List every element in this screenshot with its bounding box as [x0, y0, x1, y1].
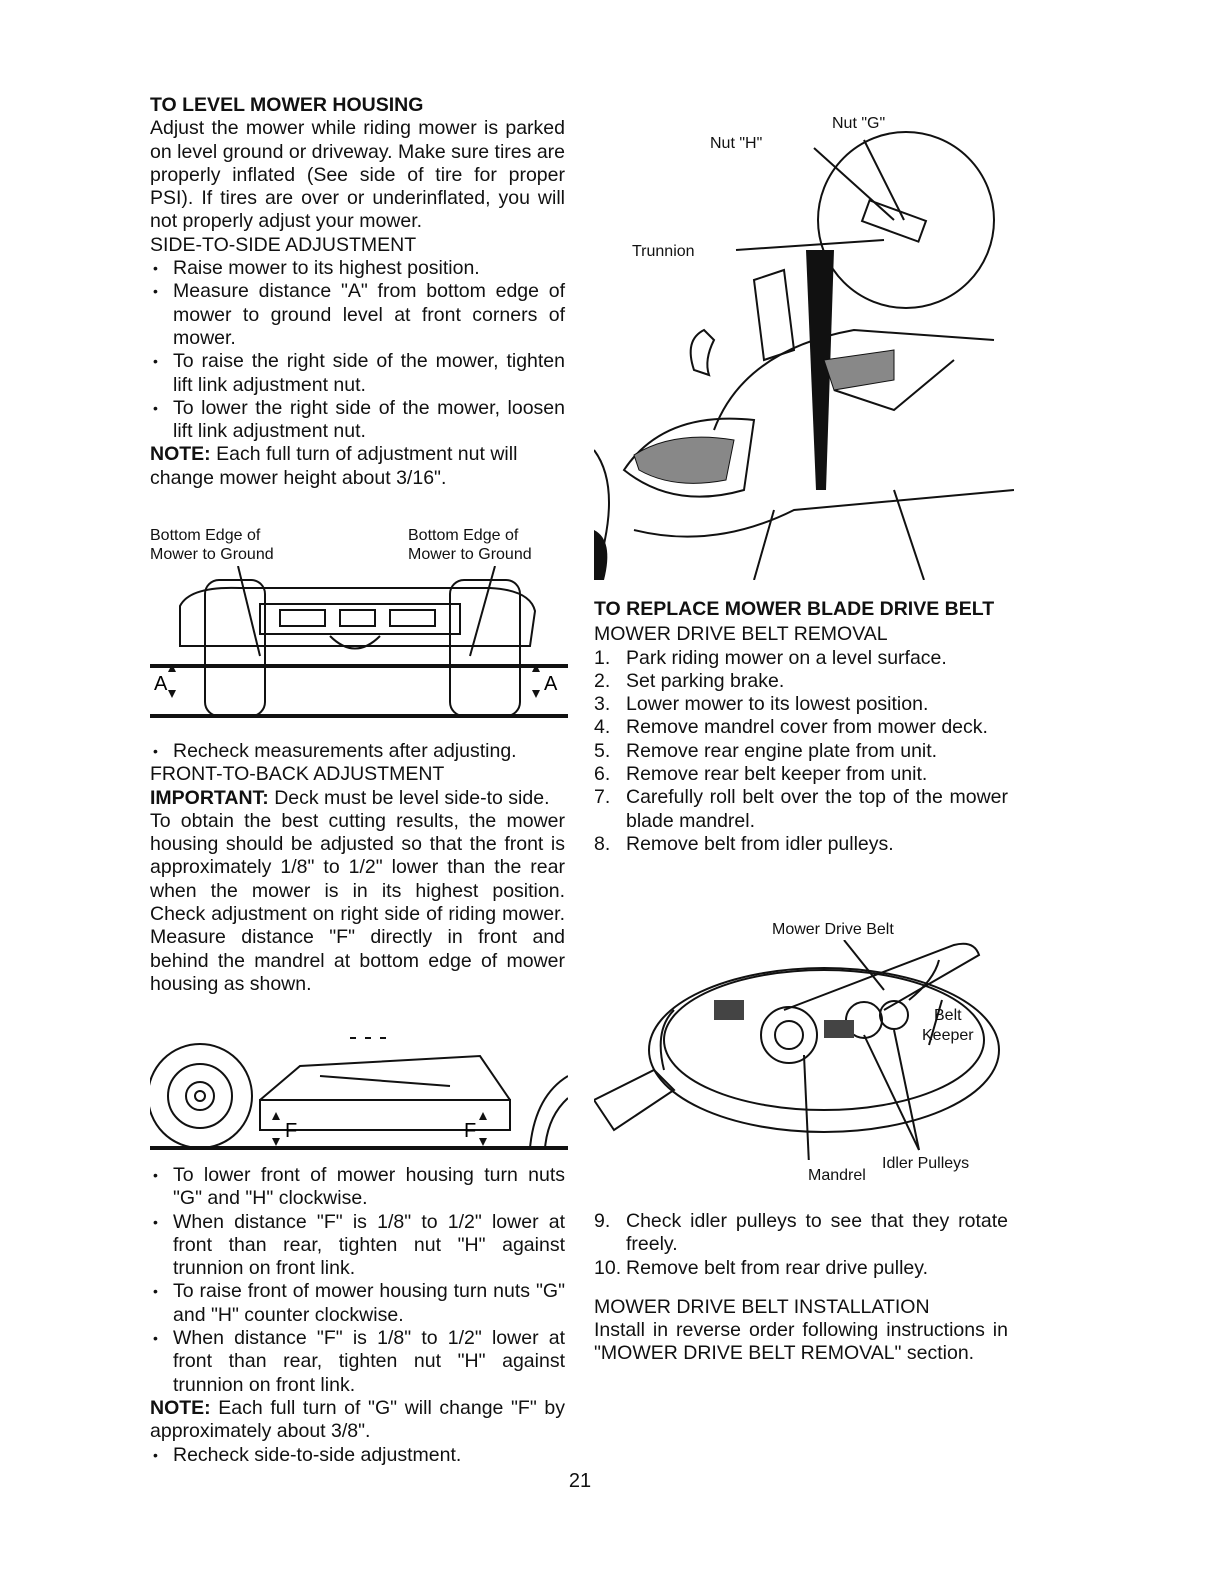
note-text: Each full turn of "G" will change "F" by approximately about 3/8". [150, 1396, 565, 1443]
list-item [594, 716, 1008, 739]
step-text: Set parking brake. [626, 669, 785, 692]
nut-h-label: Nut "H" [710, 135, 763, 152]
note-g-turn [150, 1397, 565, 1444]
front-adjust-list [150, 1164, 565, 1397]
side-to-side-diagram [150, 566, 568, 724]
level-intro: Adjust the mower while riding mower is parked on level ground or driveway. Make sure tires are properly inflated (See side of tire for proper PSI). If tires are over or underinflated, you will not properly adjust your mower. [150, 117, 565, 233]
list-item: • To lower front of mower housing turn nuts "G" and "H" clockwise. [150, 1164, 565, 1211]
keeper-label: Keeper [922, 1027, 974, 1044]
list-item: • To raise the right side of the mower, tighten lift link adjustment nut. [150, 350, 565, 397]
list-item [594, 670, 1008, 693]
drive-belt-label: Mower Drive Belt [772, 921, 894, 938]
mandrel-label: Mandrel [808, 1167, 866, 1184]
nut-g-label: Nut "G" [832, 115, 886, 132]
step-number: 4. [594, 716, 611, 739]
step-text: Remove rear engine plate from unit. [626, 739, 938, 762]
list-item [594, 740, 1008, 763]
list-item: • To raise front of mower housing turn nuts "G" and "H" counter clockwise. [150, 1280, 565, 1327]
level-housing-title: TO LEVEL MOWER HOUSING [150, 94, 424, 116]
page-number: 21 [568, 1470, 592, 1492]
left-column-middle [150, 740, 565, 996]
label-line: Bottom Edge of [150, 527, 261, 544]
step-number: 8. [594, 832, 611, 855]
list-item: • Recheck side-to-side adjustment. [150, 1444, 565, 1467]
belt-diagram [594, 940, 1014, 1160]
list-item: • Raise mower to its highest position. [150, 257, 565, 280]
list-item [594, 786, 1008, 833]
step-text: Remove mandrel cover from mower deck. [626, 716, 988, 739]
right-column-top [594, 598, 1008, 856]
step-number: 6. [594, 763, 611, 786]
trunnion-diagram [594, 110, 1014, 580]
marker-f-front: F [285, 1120, 298, 1142]
marker-a-left: A [154, 673, 168, 695]
step-text: Park riding mower on a level surface. [626, 646, 947, 669]
trunnion-label: Trunnion [632, 243, 695, 260]
step-number: 5. [594, 739, 611, 762]
right-column-bottom [594, 1210, 1008, 1366]
step-text: Remove belt from rear drive pulley. [626, 1256, 929, 1279]
step-number: 3. [594, 693, 611, 716]
front-to-back-diagram [150, 1036, 568, 1158]
front-to-back-paragraph: To obtain the best cutting results, the mower housing should be adjusted so that the front is approximately 1/8" to 1/2" lower than the rear when the mower is in its highest position. Check adjustment on right side of riding mower. Measure distance "F" directly in front and behind the mandrel at bottom edge of mower housing as shown. [150, 809, 565, 995]
label-line: Bottom Edge of [408, 527, 519, 544]
step-number: 10. [594, 1256, 622, 1279]
list-item: • Recheck measurements after adjusting. [150, 740, 565, 763]
step-text: Carefully roll belt over the top of the mower blade mandrel. [626, 786, 1008, 832]
step-text: Remove belt from idler pulleys. [626, 832, 894, 855]
belt-removal-heading: MOWER DRIVE BELT REMOVAL [594, 623, 888, 646]
list-item [594, 1210, 1008, 1257]
belt-label: Belt [934, 1007, 962, 1024]
list-item: • When distance "F" is 1/8" to 1/2" lower at front than rear, tighten nut "H" against trunnion on front link. [150, 1327, 565, 1397]
fig-a-label-left [150, 526, 274, 564]
important-note [150, 787, 565, 810]
recheck-list [150, 740, 565, 763]
side-to-side-list [150, 257, 565, 443]
list-item [594, 1257, 1008, 1280]
marker-a-right: A [544, 673, 558, 695]
more-steps [594, 1210, 1008, 1280]
replace-belt-title: TO REPLACE MOWER BLADE DRIVE BELT [594, 598, 995, 620]
belt-installation-text: Install in reverse order following instructions in "MOWER DRIVE BELT REMOVAL" section. [594, 1319, 1008, 1365]
left-column-bottom [150, 1164, 565, 1467]
fig-a-label-right [408, 526, 532, 564]
step-number: 1. [594, 646, 611, 669]
note-text: Each full turn of adjustment nut will change mower height about 3/16". [150, 443, 518, 489]
final-list [150, 1444, 565, 1467]
important-text: Deck must be level side-to side. [268, 786, 550, 809]
list-item [594, 763, 1008, 786]
removal-steps [594, 647, 1008, 857]
important-label: IMPORTANT: [150, 786, 269, 809]
list-item [594, 833, 1008, 856]
front-to-back-heading: FRONT-TO-BACK ADJUSTMENT [150, 763, 445, 786]
step-number: 2. [594, 669, 611, 692]
belt-installation-heading: MOWER DRIVE BELT INSTALLATION [594, 1295, 930, 1318]
idler-pulleys-label: Idler Pulleys [882, 1155, 970, 1172]
list-item [594, 693, 1008, 716]
list-item: • Measure distance "A" from bottom edge of mower to ground level at front corners of mower. [150, 280, 565, 350]
side-to-side-heading: SIDE-TO-SIDE ADJUSTMENT [150, 233, 417, 256]
note-label: NOTE: [150, 1396, 211, 1419]
marker-f-rear: F [464, 1120, 477, 1142]
step-text: Lower mower to its lowest position. [626, 693, 929, 716]
note-label: NOTE: [150, 443, 211, 466]
step-number: 9. [594, 1210, 611, 1232]
list-item: • When distance "F" is 1/8" to 1/2" lower at front than rear, tighten nut "H" against trunnion on front link. [150, 1211, 565, 1281]
step-text: Remove rear belt keeper from unit. [626, 763, 928, 786]
label-line: Mower to Ground [408, 546, 532, 563]
note-height [150, 443, 565, 490]
step-text: Check idler pulleys to see that they rotate freely. [626, 1210, 1008, 1256]
left-column-top [150, 94, 565, 490]
list-item [594, 647, 1008, 670]
step-number: 7. [594, 786, 611, 809]
list-item: • To lower the right side of the mower, loosen lift link adjustment nut. [150, 397, 565, 444]
label-line: Mower to Ground [150, 546, 274, 563]
